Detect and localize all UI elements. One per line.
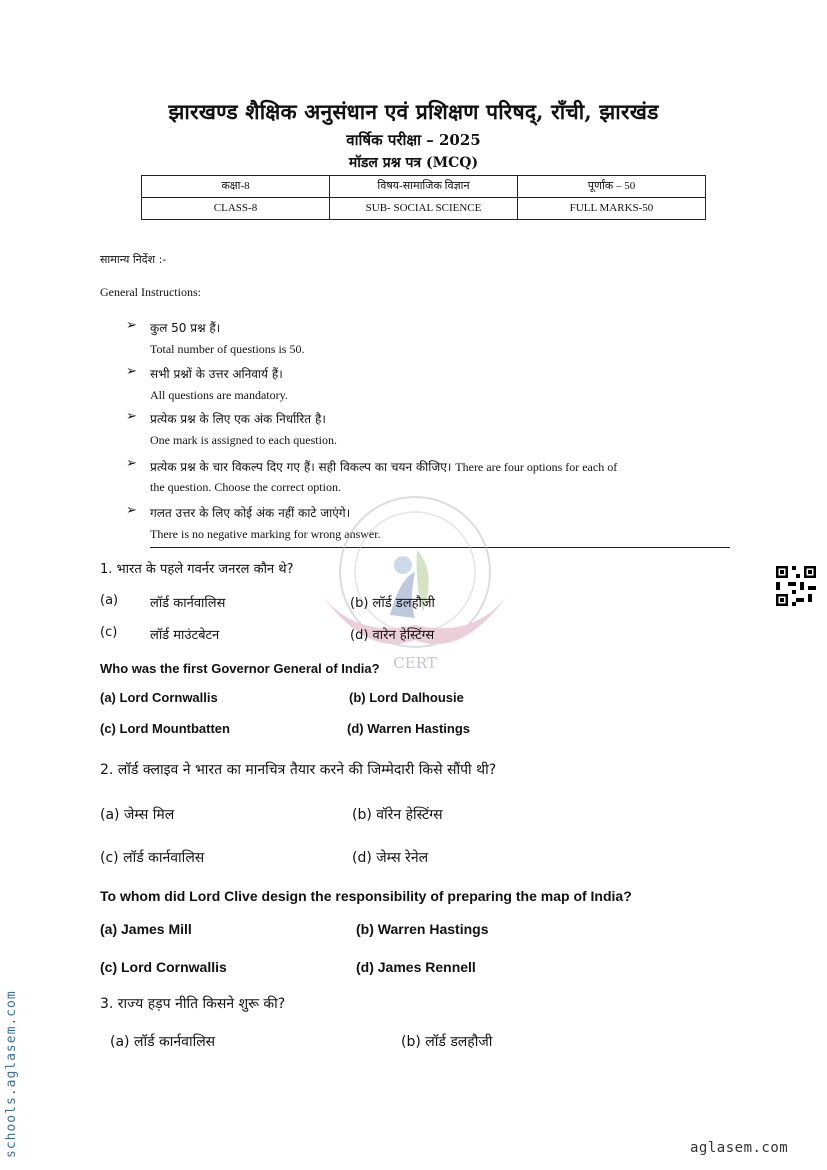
instruction-4-en-inline: There are four options for each of (455, 460, 618, 474)
q2-hi-option-d: (d) जेम्स रेनेल (352, 850, 429, 866)
q1-en-option-a: (a) Lord Cornwallis (100, 690, 218, 705)
instructions-heading-en: General Instructions: (100, 285, 201, 299)
board-title: झारखण्ड शैक्षिक अनुसंधान एवं प्रशिक्षण परिषद्, राँची, झारखंड (168, 99, 659, 124)
q1-en-option-c: (c) Lord Mountbatten (100, 721, 230, 736)
instruction-2-en: All questions are mandatory. (150, 388, 288, 402)
qr-code-icon (776, 566, 816, 606)
subject-hi: विषय-सामाजिक विज्ञान (330, 176, 518, 198)
q2-en-option-a: (a) James Mill (100, 921, 192, 937)
arrow-bullet-icon: ➢ (126, 364, 137, 379)
instruction-5-hi: गलत उत्तर के लिए कोई अंक नहीं काटे जाएंगे। (150, 506, 351, 520)
scert-watermark-logo (305, 490, 525, 690)
q2-hi-option-b: (b) वॉरेन हेस्टिंग्स (352, 807, 443, 823)
class-en: CLASS-8 (142, 198, 330, 220)
question-2-hi: 2. लॉर्ड क्लाइव ने भारत का मानचित्र तैयार करने की जिम्मेदारी किसे सौंपी थी? (100, 762, 497, 778)
q2-en-option-b: (b) Warren Hastings (356, 921, 489, 937)
q1-hi-option-a: लॉर्ड कार्नवालिस (150, 596, 226, 611)
instruction-4-hi: प्रत्येक प्रश्न के चार विकल्प दिए गए हैं। सही विकल्प का चयन कीजिए। (150, 460, 452, 474)
q1-hi-option-d: (d) वारेन हेस्टिंग्स (350, 628, 435, 643)
arrow-bullet-icon: ➢ (126, 456, 137, 471)
instruction-5-en: There is no negative marking for wrong answer. (150, 527, 381, 541)
instruction-4 (150, 458, 617, 475)
q3-hi-option-a: (a) लॉर्ड कार्नवालिस (110, 1034, 216, 1050)
q2-hi-option-a: (a) जेम्स मिल (100, 807, 175, 823)
exam-title: वार्षिक परीक्षा – 2025 (346, 131, 481, 149)
arrow-bullet-icon: ➢ (126, 503, 137, 518)
arrow-bullet-icon: ➢ (126, 318, 137, 333)
instruction-2-hi: सभी प्रश्नों के उत्तर अनिवार्य हैं। (150, 367, 283, 381)
side-url: schools.aglasem.com (4, 990, 19, 1158)
instruction-1-hi: कुल 50 प्रश्न हैं। (150, 321, 221, 335)
q1-hi-option-b: (b) लॉर्ड डलहौजी (350, 596, 435, 611)
instructions-heading-hi: सामान्य निर्देश :- (100, 253, 167, 266)
question-3-hi: 3. राज्य हड़प नीति किसने शुरू की? (100, 996, 286, 1012)
instruction-3-hi: प्रत्येक प्रश्न के लिए एक अंक निर्धारित है। (150, 412, 326, 426)
paper-title: मॉडल प्रश्न पत्र (MCQ) (348, 155, 479, 171)
arrow-bullet-icon: ➢ (126, 409, 137, 424)
watermark-text: CERT (393, 654, 437, 672)
q1-hi-option-c: लॉर्ड माउंटबेटन (150, 628, 220, 643)
instruction-3-en: One mark is assigned to each question. (150, 433, 337, 447)
q1-en-option-b: (b) Lord Dalhousie (349, 690, 464, 705)
q2-en-option-c: (c) Lord Cornwallis (100, 959, 227, 975)
q1-hi-option-a-label: (a) (100, 593, 119, 608)
question-2-en: To whom did Lord Clive design the responsibility of preparing the map of India? (100, 888, 632, 904)
question-1-hi: 1. भारत के पहले गवर्नर जनरल कौन थे? (100, 562, 294, 577)
question-1-en: Who was the first Governor General of India? (100, 661, 380, 676)
q1-hi-option-c-label: (c) (100, 625, 118, 640)
q2-hi-option-c: (c) लॉर्ड कार्नवालिस (100, 850, 205, 866)
q3-hi-option-b: (b) लॉर्ड डलहौजी (401, 1034, 493, 1050)
subject-en: SUB- SOCIAL SCIENCE (330, 198, 518, 220)
q2-en-option-d: (d) James Rennell (356, 959, 476, 975)
instruction-1-en: Total number of questions is 50. (150, 342, 305, 356)
class-hi: कक्षा-8 (142, 176, 330, 198)
info-table (141, 175, 706, 220)
q1-en-option-d: (d) Warren Hastings (347, 721, 471, 736)
marks-hi: पूर्णांक – 50 (518, 176, 706, 198)
marks-en: FULL MARKS-50 (518, 198, 706, 220)
footer-url: aglasem.com (690, 1140, 789, 1156)
instruction-4-en: the question. Choose the correct option. (150, 480, 341, 494)
